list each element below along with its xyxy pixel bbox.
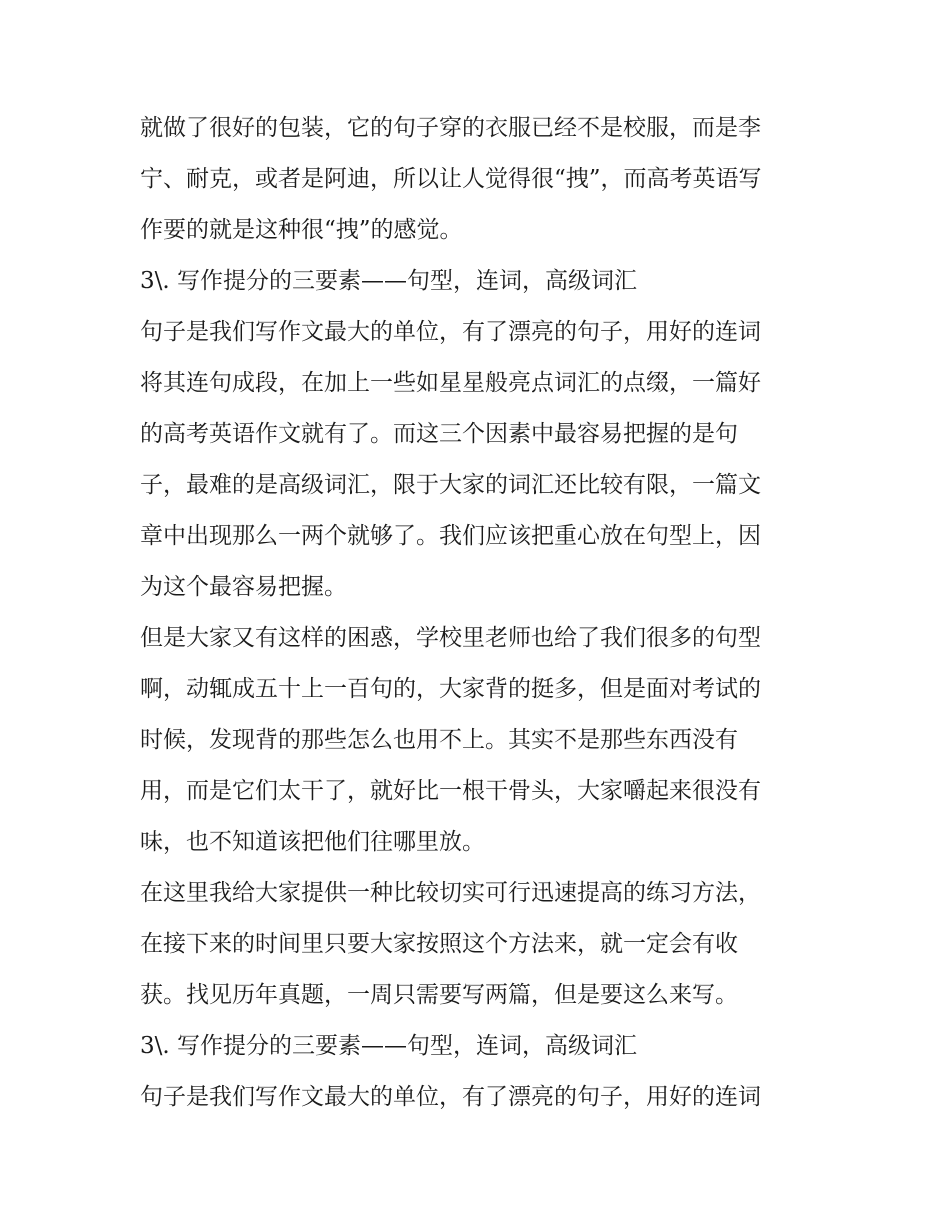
section-heading: 3\. 写作提分的三要素——句型，连词，高级词汇 [140, 268, 638, 294]
text-line: 获。找见历年真题，一周只需要写两篇，但是要这么来写。 [140, 982, 738, 1008]
text-line: 作要的就是这种很“拽”的感觉。 [140, 217, 463, 243]
text-line: 句子是我们写作文最大的单位，有了漂亮的句子，用好的连词 [140, 319, 761, 345]
section-heading: 3\. 写作提分的三要素——句型，连词，高级词汇 [140, 1033, 638, 1059]
text-line: 在接下来的时间里只要大家按照这个方法来，就一定会有收 [140, 931, 738, 957]
text-line: 但是大家又有这样的困惑，学校里老师也给了我们很多的句型 [140, 625, 761, 651]
text-line: 子，最难的是高级词汇，限于大家的词汇还比较有限，一篇文 [140, 472, 761, 498]
text-line: 将其连句成段，在加上一些如星星般亮点词汇的点缀，一篇好 [140, 370, 761, 396]
text-line: 味，也不知道该把他们往哪里放。 [140, 829, 485, 855]
text-line: 句子是我们写作文最大的单位，有了漂亮的句子，用好的连词 [140, 1084, 761, 1110]
text-line: 用，而是它们太干了，就好比一根干骨头，大家嚼起来很没有 [140, 778, 761, 804]
text-line: 啊，动辄成五十上一百句的，大家背的挺多，但是面对考试的 [140, 676, 761, 702]
document-body [140, 103, 820, 1123]
text-line: 就做了很好的包装，它的句子穿的衣服已经不是校服，而是李 [140, 115, 761, 141]
text-line: 章中出现那么一两个就够了。我们应该把重心放在句型上，因 [140, 523, 761, 549]
text-line: 的高考英语作文就有了。而这三个因素中最容易把握的是句 [140, 421, 738, 447]
text-line: 在这里我给大家提供一种比较切实可行迅速提高的练习方法， [140, 880, 761, 906]
text-line: 时候，发现背的那些怎么也用不上。其实不是那些东西没有 [140, 727, 738, 753]
text-line: 宁、耐克，或者是阿迪，所以让人觉得很“拽”，而高考英语写 [140, 166, 762, 192]
text-line: 为这个最容易把握。 [140, 574, 347, 600]
